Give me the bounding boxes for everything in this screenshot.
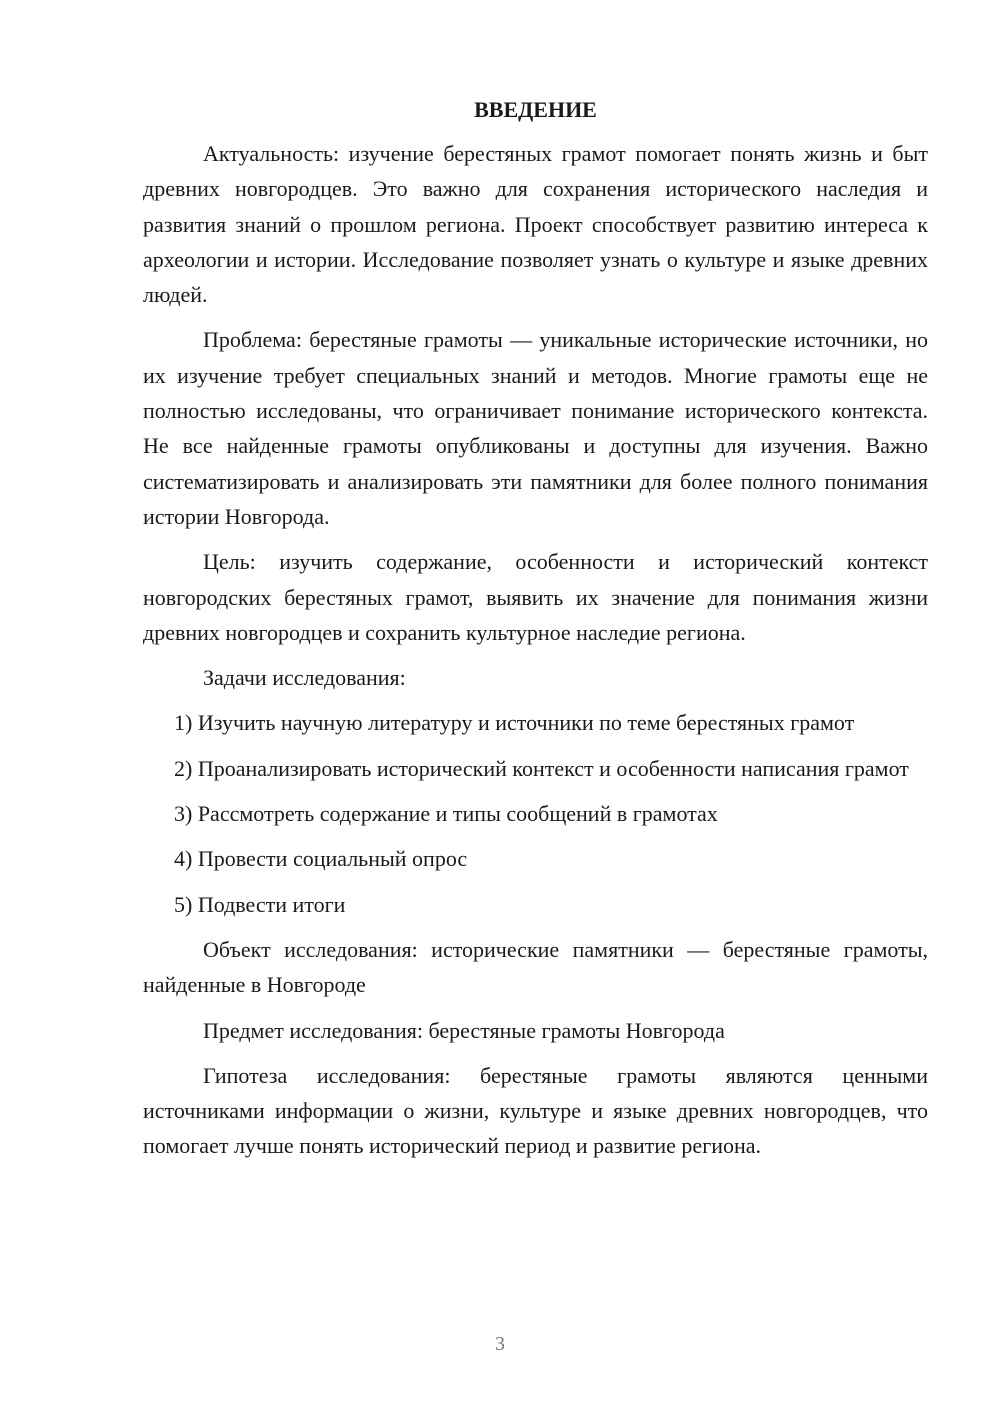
hypothesis-paragraph: Гипотеза исследования: берестяные грамоты являются ценными источниками информации о жизни, культуре и языке древних новгородцев, что помогает лучше понять исторический период и развитие региона. xyxy=(143,1062,928,1159)
section-heading: ВВЕДЕНИЕ xyxy=(474,97,597,122)
problem-paragraph: Проблема: берестяные грамоты — уникальные исторические источники, но их изучение требует специальных знаний и методов. Многие грамоты еще не полностью исследованы, что ограничивает понимание исторического контекста. Не все найденные грамоты опубликованы и доступны для изучения. Важно систематизировать и анализировать эти памятники для более полного понимания истории Новгорода. xyxy=(143,327,928,529)
task-item-3: 3) Рассмотреть содержание и типы сообщений в грамотах xyxy=(174,801,718,827)
object-paragraph: Объект исследования: исторические памятники — берестяные грамоты, найденные в Новгороде xyxy=(143,936,928,998)
task-item-2: 2) Проанализировать исторический контекст и особенности написания грамот xyxy=(174,755,909,781)
document-page xyxy=(143,92,928,1174)
subject-paragraph: Предмет исследования: берестяные грамоты Новгорода xyxy=(203,1017,725,1043)
tasks-title: Задачи исследования: xyxy=(203,665,406,691)
task-item-4: 4) Провести социальный опрос xyxy=(174,846,468,872)
task-item-5: 5) Подвести итоги xyxy=(174,891,346,917)
task-item-1: 1) Изучить научную литературу и источники по теме берестяных грамот xyxy=(174,710,855,736)
page-number: 3 xyxy=(495,1333,505,1355)
goal-paragraph: Цель: изучить содержание, особенности и исторический контекст новгородских берестяных грамот, выявить их значение для понимания жизни древних новгородцев и сохранить культурное наследие региона. xyxy=(143,549,928,645)
relevance-paragraph: Актуальность: изучение берестяных грамот помогает понять жизнь и быт древних новгородцев. Это важно для сохранения исторического наследия и развития знаний о прошлом региона. Проект способствует развитию интереса к археологии и истории. Исследование позволяет узнать о культуре и языке древних людей. xyxy=(143,141,928,308)
